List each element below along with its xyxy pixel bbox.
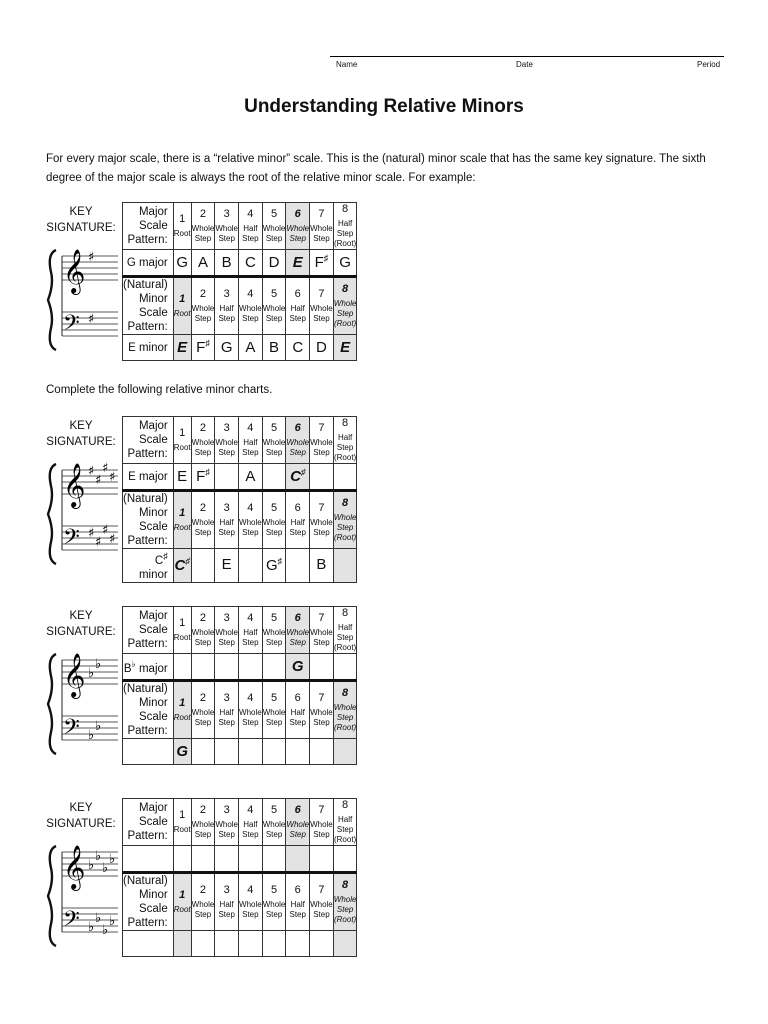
svg-text:♭: ♭	[95, 657, 102, 672]
major-degree-cell: 8 Half Step (Root)	[333, 799, 357, 844]
minor-note-cell[interactable]	[191, 739, 215, 765]
grand-staff-icon	[44, 648, 120, 760]
major-note-cell[interactable]	[262, 464, 286, 491]
major-degree-cell: 2 Whole Step	[191, 607, 215, 654]
major-note-cell[interactable]	[310, 464, 334, 491]
minor-note-cell[interactable]: E	[173, 335, 191, 361]
major-degree-cell: 1 Root	[173, 203, 191, 250]
key-signature-staff	[44, 458, 120, 575]
major-note-cell[interactable]	[262, 846, 286, 873]
header-line	[330, 56, 724, 57]
minor-note-cell[interactable]: B	[262, 335, 286, 361]
svg-text:𝄞: 𝄞	[63, 653, 86, 697]
svg-text:♭: ♭	[88, 728, 95, 743]
major-key-name[interactable]: E major	[123, 464, 174, 491]
date-label: Date	[516, 60, 533, 69]
grand-staff-icon	[44, 458, 120, 570]
major-key-name[interactable]: G major	[123, 250, 174, 277]
major-degree-cell: 6 Whole Step	[286, 799, 310, 846]
major-degree-cell: 7 Whole Step	[310, 607, 334, 654]
minor-degree-cell: 8 Whole Step (Root)	[333, 681, 357, 739]
svg-text:♯: ♯	[95, 473, 102, 488]
major-note-cell[interactable]	[215, 654, 239, 681]
minor-degree-cell: 7 Whole Step	[310, 491, 334, 549]
major-note-cell[interactable]	[286, 846, 310, 873]
major-note-cell[interactable]: A	[191, 250, 215, 277]
minor-note-cell[interactable]	[310, 931, 334, 957]
major-note-cell[interactable]	[310, 654, 334, 681]
svg-text:𝄢: 𝄢	[63, 715, 80, 745]
intro-paragraph: For every major scale, there is a “relative minor” scale. This is the (natural) minor scale that has the same key signature. The sixth degree of the major scale is always the root of the relative minor scale. For example:	[46, 153, 706, 184]
grand-staff-icon	[44, 840, 120, 952]
minor-note-cell[interactable]	[310, 739, 334, 765]
key-signature-label: KEY SIGNATURE:	[46, 420, 116, 448]
major-note-cell[interactable]: C	[239, 250, 263, 277]
minor-note-cell[interactable]: C	[286, 335, 310, 361]
major-note-cell[interactable]	[333, 464, 357, 491]
major-note-cell[interactable]	[173, 846, 191, 873]
minor-degree-cell: 1 Root	[173, 491, 191, 549]
minor-pattern-label: (Natural) Minor Scale Pattern:	[123, 873, 174, 931]
major-degree-cell: 3 Whole Step	[215, 799, 239, 846]
major-note-cell[interactable]: F♯	[191, 464, 215, 491]
scale-table	[122, 416, 357, 583]
major-degree-cell: 2 Whole Step	[191, 799, 215, 846]
minor-note-cell[interactable]: D	[310, 335, 334, 361]
major-degree-cell: 4 Half Step	[239, 417, 263, 464]
name-label: Name	[336, 60, 358, 69]
minor-note-cell[interactable]	[215, 739, 239, 765]
minor-note-cell[interactable]	[262, 931, 286, 957]
minor-degree-cell: 2 Whole Step	[191, 277, 215, 335]
minor-degree-cell: 3 Half Step	[215, 681, 239, 739]
minor-note-cell[interactable]	[286, 549, 310, 583]
major-degree-cell: 1 Root	[173, 799, 191, 846]
major-note-cell[interactable]: B	[215, 250, 239, 277]
minor-degree-cell: 1 Root	[173, 277, 191, 335]
scale-table	[122, 798, 357, 957]
scale-table	[122, 202, 357, 361]
minor-degree-cell: 2 Whole Step	[191, 681, 215, 739]
major-degree-cell: 5 Whole Step	[262, 203, 286, 250]
major-pattern-label: Major Scale Pattern:	[123, 417, 174, 464]
svg-text:𝄞: 𝄞	[63, 845, 86, 889]
scale-table	[122, 606, 357, 765]
svg-text:♭: ♭	[109, 852, 116, 867]
minor-degree-cell: 1 Root	[173, 873, 191, 931]
minor-degree-cell: 3 Half Step	[215, 491, 239, 549]
minor-note-cell[interactable]: A	[239, 335, 263, 361]
svg-text:♯: ♯	[88, 526, 95, 541]
major-note-cell[interactable]: E	[286, 250, 310, 277]
svg-text:♯: ♯	[109, 532, 116, 547]
major-note-cell[interactable]	[239, 654, 263, 681]
svg-text:𝄢: 𝄢	[63, 311, 80, 341]
minor-degree-cell: 6 Half Step	[286, 681, 310, 739]
key-signature-label: KEY SIGNATURE:	[46, 610, 116, 638]
major-note-cell[interactable]: G	[173, 250, 191, 277]
major-note-cell[interactable]	[310, 846, 334, 873]
key-signature-staff	[44, 244, 120, 361]
major-degree-cell: 1 Root	[173, 607, 191, 654]
minor-note-cell[interactable]	[239, 931, 263, 957]
major-degree-cell: 5 Whole Step	[262, 799, 286, 846]
minor-note-cell[interactable]: G	[215, 335, 239, 361]
major-note-cell[interactable]	[239, 846, 263, 873]
svg-text:♭: ♭	[88, 666, 95, 681]
svg-text:♯: ♯	[102, 523, 109, 538]
major-degree-cell: 3 Whole Step	[215, 203, 239, 250]
minor-note-cell[interactable]	[286, 931, 310, 957]
svg-text:♯: ♯	[88, 464, 95, 479]
major-note-cell[interactable]	[215, 464, 239, 491]
minor-pattern-label: (Natural) Minor Scale Pattern:	[123, 491, 174, 549]
minor-note-cell[interactable]	[333, 931, 357, 957]
major-degree-cell: 7 Whole Step	[310, 799, 334, 846]
minor-note-cell[interactable]	[191, 931, 215, 957]
key-signature-label: KEY SIGNATURE:	[46, 802, 116, 830]
major-note-cell[interactable]: A	[239, 464, 263, 491]
minor-degree-cell: 4 Whole Step	[239, 277, 263, 335]
minor-degree-cell: 6 Half Step	[286, 873, 310, 931]
major-note-cell[interactable]: F♯	[310, 250, 334, 277]
minor-note-cell[interactable]: C♯	[173, 549, 191, 583]
minor-degree-cell: 7 Whole Step	[310, 873, 334, 931]
major-note-cell[interactable]	[333, 846, 357, 873]
major-note-cell[interactable]: E	[173, 464, 191, 491]
period-label: Period	[697, 60, 721, 69]
minor-degree-cell: 2 Whole Step	[191, 873, 215, 931]
minor-note-cell[interactable]	[239, 739, 263, 765]
svg-text:𝄞: 𝄞	[63, 463, 86, 507]
svg-text:♭: ♭	[109, 914, 116, 929]
major-note-cell[interactable]	[262, 654, 286, 681]
major-note-cell[interactable]: G	[333, 250, 357, 277]
minor-degree-cell: 6 Half Step	[286, 277, 310, 335]
major-pattern-label: Major Scale Pattern:	[123, 203, 174, 250]
major-degree-cell: 6 Whole Step	[286, 203, 310, 250]
major-note-cell[interactable]	[215, 846, 239, 873]
minor-degree-cell: 5 Whole Step	[262, 491, 286, 549]
minor-degree-cell: 8 Whole Step (Root)	[333, 873, 357, 931]
minor-pattern-label: (Natural) Minor Scale Pattern:	[123, 277, 174, 335]
minor-key-name[interactable]: E minor	[123, 335, 174, 361]
svg-text:𝄢: 𝄢	[63, 525, 80, 555]
page-title: Understanding Relative Minors	[244, 96, 524, 117]
minor-note-cell[interactable]	[191, 549, 215, 583]
major-degree-cell: 5 Whole Step	[262, 607, 286, 654]
minor-degree-cell: 3 Half Step	[215, 873, 239, 931]
svg-text:♭: ♭	[95, 849, 102, 864]
minor-degree-cell: 4 Whole Step	[239, 681, 263, 739]
major-note-cell[interactable]: C♯	[286, 464, 310, 491]
minor-pattern-label: (Natural) Minor Scale Pattern:	[123, 681, 174, 739]
minor-degree-cell: 4 Whole Step	[239, 873, 263, 931]
minor-degree-cell: 5 Whole Step	[262, 277, 286, 335]
minor-note-cell[interactable]	[333, 739, 357, 765]
minor-note-cell[interactable]: E	[215, 549, 239, 583]
minor-key-name[interactable]: C♯ minor	[123, 549, 174, 583]
major-degree-cell: 6 Whole Step	[286, 417, 310, 464]
minor-degree-cell: 5 Whole Step	[262, 873, 286, 931]
svg-text:♭: ♭	[88, 920, 95, 935]
grand-staff-icon	[44, 244, 120, 356]
svg-text:♭: ♭	[95, 719, 102, 734]
minor-note-cell[interactable]	[173, 931, 191, 957]
major-pattern-label: Major Scale Pattern:	[123, 607, 174, 654]
major-degree-cell: 1 Root	[173, 417, 191, 464]
major-degree-cell: 7 Whole Step	[310, 417, 334, 464]
major-key-name[interactable]	[123, 846, 174, 873]
key-signature-staff	[44, 840, 120, 957]
major-degree-cell: 5 Whole Step	[262, 417, 286, 464]
minor-note-cell[interactable]: F♯	[191, 335, 215, 361]
svg-text:♭: ♭	[102, 923, 109, 938]
major-degree-cell: 8 Half Step (Root)	[333, 607, 357, 652]
minor-note-cell[interactable]: G♯	[262, 549, 286, 583]
major-note-cell[interactable]	[333, 654, 357, 681]
major-degree-cell: 6 Whole Step	[286, 607, 310, 654]
minor-key-name[interactable]	[123, 739, 174, 765]
minor-note-cell[interactable]	[215, 931, 239, 957]
minor-degree-cell: 7 Whole Step	[310, 681, 334, 739]
svg-text:♭: ♭	[88, 858, 95, 873]
svg-text:♯: ♯	[88, 250, 95, 265]
minor-degree-cell: 5 Whole Step	[262, 681, 286, 739]
instructions: Complete the following relative minor charts.	[46, 384, 273, 396]
minor-degree-cell: 8 Whole Step (Root)	[333, 491, 357, 549]
minor-degree-cell: 6 Half Step	[286, 491, 310, 549]
svg-text:♭: ♭	[102, 861, 109, 876]
major-degree-cell: 3 Whole Step	[215, 607, 239, 654]
minor-degree-cell: 8 Whole Step (Root)	[333, 277, 357, 335]
svg-text:♯: ♯	[109, 470, 116, 485]
major-degree-cell: 4 Half Step	[239, 203, 263, 250]
major-degree-cell: 2 Whole Step	[191, 203, 215, 250]
minor-note-cell[interactable]: G	[173, 739, 191, 765]
minor-note-cell[interactable]	[239, 549, 263, 583]
minor-degree-cell: 7 Whole Step	[310, 277, 334, 335]
minor-degree-cell: 4 Whole Step	[239, 491, 263, 549]
minor-degree-cell: 1 Root	[173, 681, 191, 739]
key-signature-label: KEY SIGNATURE:	[46, 206, 116, 234]
svg-text:𝄢: 𝄢	[63, 907, 80, 937]
major-note-cell[interactable]: G	[286, 654, 310, 681]
major-degree-cell: 8 Half Step (Root)	[333, 417, 357, 462]
minor-note-cell[interactable]	[286, 739, 310, 765]
major-degree-cell: 4 Half Step	[239, 607, 263, 654]
major-degree-cell: 7 Whole Step	[310, 203, 334, 250]
major-degree-cell: 8 Half Step (Root)	[333, 203, 357, 248]
svg-text:𝄞: 𝄞	[63, 249, 86, 293]
major-degree-cell: 3 Whole Step	[215, 417, 239, 464]
minor-note-cell[interactable]	[333, 549, 357, 583]
key-signature-staff	[44, 648, 120, 765]
svg-text:♯: ♯	[102, 461, 109, 476]
minor-degree-cell: 3 Half Step	[215, 277, 239, 335]
minor-note-cell[interactable]: B	[310, 549, 334, 583]
major-note-cell[interactable]	[191, 846, 215, 873]
minor-key-name[interactable]	[123, 931, 174, 957]
major-degree-cell: 4 Half Step	[239, 799, 263, 846]
major-pattern-label: Major Scale Pattern:	[123, 799, 174, 846]
svg-text:♯: ♯	[95, 535, 102, 550]
minor-note-cell[interactable]	[262, 739, 286, 765]
major-note-cell[interactable]	[191, 654, 215, 681]
minor-degree-cell: 2 Whole Step	[191, 491, 215, 549]
major-degree-cell: 2 Whole Step	[191, 417, 215, 464]
major-note-cell[interactable]: D	[262, 250, 286, 277]
major-note-cell[interactable]	[173, 654, 191, 681]
svg-text:♭: ♭	[95, 911, 102, 926]
minor-note-cell[interactable]: E	[333, 335, 357, 361]
major-key-name[interactable]: B♭ major	[123, 654, 174, 681]
svg-text:♯: ♯	[88, 312, 95, 327]
